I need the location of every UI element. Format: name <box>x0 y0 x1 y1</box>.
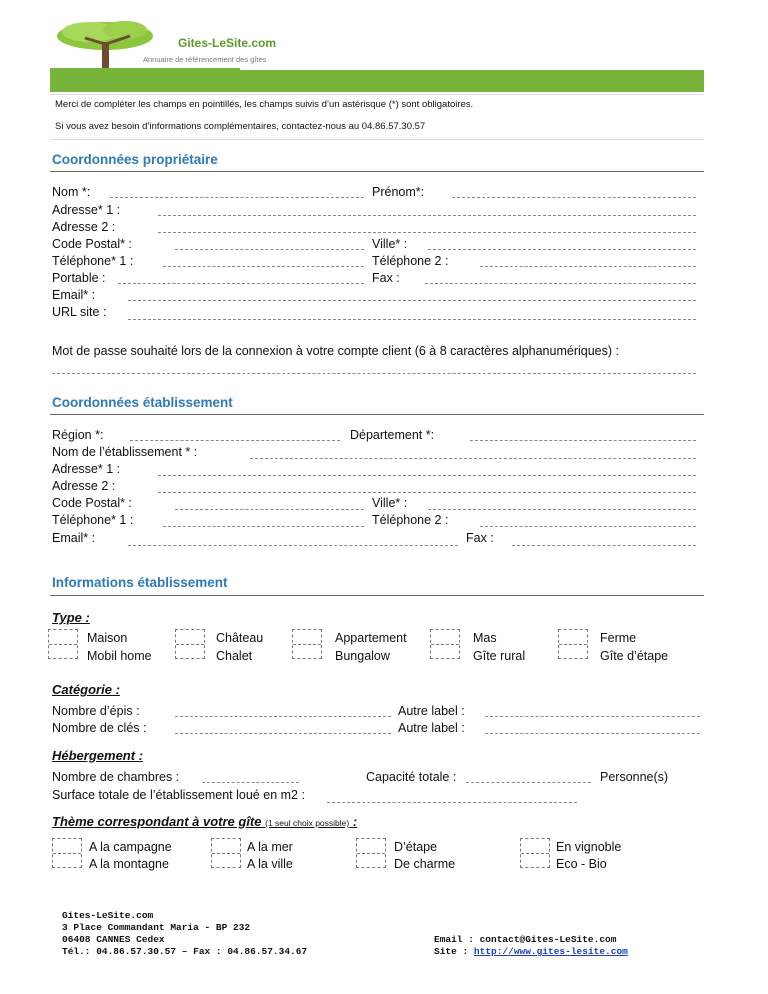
footer-company: Gites-LeSite.com <box>62 910 154 921</box>
owner-nom-label: Nom *: <box>52 185 91 199</box>
autre-label-1: Autre label : <box>398 704 465 718</box>
theme-checkbox[interactable] <box>520 838 550 868</box>
hebergement-title: Hébergement : <box>52 748 144 763</box>
type-option: Château <box>216 631 264 645</box>
type-option: Chalet <box>216 649 253 663</box>
estab-tel1-label: Téléphone* 1 : <box>52 513 134 527</box>
chambres-label: Nombre de chambres : <box>52 770 180 784</box>
divider <box>50 139 704 140</box>
owner-adresse1-field[interactable] <box>158 215 696 216</box>
chambres-field[interactable] <box>202 782 299 783</box>
estab-cp-label: Code Postal* : <box>52 496 132 510</box>
estab-email-label: Email* : <box>52 531 96 545</box>
type-option: Gîte d’étape <box>600 649 669 663</box>
capacite-field[interactable] <box>466 782 591 783</box>
estab-nom-field[interactable] <box>250 458 696 459</box>
owner-prenom-field[interactable] <box>452 197 696 198</box>
theme-title-text: Thème correspondant à votre gîte <box>52 814 262 829</box>
owner-section-title: Coordonnées propriétaire <box>52 152 218 167</box>
estab-adresse2-field[interactable] <box>158 492 696 493</box>
estab-nom-label: Nom de l’établissement * : <box>52 445 198 459</box>
epis-field[interactable] <box>175 716 391 717</box>
epis-label: Nombre d’épis : <box>52 704 140 718</box>
type-option: Maison <box>87 631 128 645</box>
section-rule <box>50 595 704 596</box>
owner-portable-label: Portable : <box>52 271 106 285</box>
owner-tel2-label: Téléphone 2 : <box>372 254 449 268</box>
brand-name: Gites-LeSite.com <box>178 36 277 50</box>
estab-tel2-label: Téléphone 2 : <box>372 513 449 527</box>
estab-ville-label: Ville* : <box>372 496 408 510</box>
footer-site-link[interactable]: http://www.gites-lesite.com <box>473 946 628 957</box>
estab-departement-field[interactable] <box>470 440 696 441</box>
estab-region-label: Région *: <box>52 428 104 442</box>
estab-tel2-field[interactable] <box>480 526 696 527</box>
estab-fax-field[interactable] <box>512 545 696 546</box>
intro-contact: Si vous avez besoin d’informations complémentaires, contactez-nous au 04.86.57.30.57 <box>55 121 426 132</box>
theme-checkbox[interactable] <box>52 838 82 868</box>
footer-email <box>434 934 616 945</box>
type-option: Appartement <box>335 631 407 645</box>
estab-email-field[interactable] <box>128 545 458 546</box>
owner-tel1-label: Téléphone* 1 : <box>52 254 134 268</box>
owner-tel1-field[interactable] <box>163 266 364 267</box>
type-option: Bungalow <box>335 649 390 663</box>
theme-option: A la mer <box>247 840 293 854</box>
cles-field[interactable] <box>175 733 391 734</box>
type-option: Mobil home <box>87 649 152 663</box>
type-option: Ferme <box>600 631 637 645</box>
estab-tel1-field[interactable] <box>163 526 364 527</box>
owner-password-field[interactable] <box>52 373 696 374</box>
divider <box>50 94 704 95</box>
footer-email-label: Email : <box>434 934 480 945</box>
owner-fax-label: Fax : <box>372 271 400 285</box>
capacite-label: Capacité totale : <box>366 770 457 784</box>
owner-email-field[interactable] <box>128 300 696 301</box>
owner-prenom-label: Prénom*: <box>372 185 425 199</box>
estab-cp-field[interactable] <box>175 509 364 510</box>
type-checkbox[interactable] <box>558 629 588 659</box>
footer-email-value[interactable]: contact@Gites-LeSite.com <box>479 934 617 945</box>
section-rule <box>50 171 704 172</box>
type-checkbox[interactable] <box>292 629 322 659</box>
estab-adresse1-field[interactable] <box>158 475 696 476</box>
intro-text: Merci de compléter les champs en pointillés, les champs suivis d’un astérisque (*) sont obligatoires. <box>55 99 474 110</box>
theme-option: En vignoble <box>556 840 622 854</box>
owner-password-label: Mot de passe souhaité lors de la connexion à votre compte client (6 à 8 caractères alphanumériques) : <box>52 344 619 358</box>
footer-site <box>434 946 628 957</box>
estab-region-field[interactable] <box>130 440 340 441</box>
section-rule <box>50 414 704 415</box>
theme-colon: : <box>352 814 358 829</box>
theme-option: D’étape <box>394 840 438 854</box>
owner-adresse2-label: Adresse 2 : <box>52 220 116 234</box>
estab-fax-label: Fax : <box>466 531 494 545</box>
theme-option: De charme <box>394 857 456 871</box>
info-section-title: Informations établissement <box>52 575 228 590</box>
owner-url-label: URL site : <box>52 305 107 319</box>
theme-checkbox[interactable] <box>356 838 386 868</box>
theme-note: (1 seul choix possible) <box>265 818 350 828</box>
owner-adresse2-field[interactable] <box>158 232 696 233</box>
theme-option: A la montagne <box>89 857 169 871</box>
theme-option: Eco - Bio <box>556 857 607 871</box>
type-checkbox[interactable] <box>48 629 78 659</box>
footer-address: 3 Place Commandant Maria - BP 232 <box>62 922 251 933</box>
theme-option: A la ville <box>247 857 293 871</box>
estab-adresse2-label: Adresse 2 : <box>52 479 116 493</box>
type-option: Mas <box>473 631 497 645</box>
type-checkbox[interactable] <box>175 629 205 659</box>
owner-nom-field[interactable] <box>110 197 364 198</box>
estab-departement-label: Département *: <box>350 428 435 442</box>
owner-adresse1-label: Adresse* 1 : <box>52 203 121 217</box>
categorie-title: Catégorie : <box>52 682 120 697</box>
owner-ville-label: Ville* : <box>372 237 408 251</box>
footer-city: 06408 CANNES Cedex <box>62 934 165 945</box>
estab-adresse1-label: Adresse* 1 : <box>52 462 121 476</box>
autre-label-2: Autre label : <box>398 721 465 735</box>
theme-checkbox[interactable] <box>211 838 241 868</box>
type-option: Gîte rural <box>473 649 526 663</box>
autre-label-2-field[interactable] <box>485 733 700 734</box>
owner-cp-label: Code Postal* : <box>52 237 132 251</box>
type-checkbox[interactable] <box>430 629 460 659</box>
surface-label: Surface totale de l’établissement loué en m2 : <box>52 788 305 802</box>
footer-phone: Tél.: 04.86.57.30.57 – Fax : 04.86.57.34.67 <box>62 946 308 957</box>
owner-portable-field[interactable] <box>118 283 364 284</box>
owner-fax-field[interactable] <box>425 283 696 284</box>
cles-label: Nombre de clés : <box>52 721 147 735</box>
header-bar <box>50 70 704 92</box>
brand-tagline: Annuaire de référencement des gîtes <box>143 55 267 64</box>
owner-ville-field[interactable] <box>428 249 696 250</box>
personnes-label: Personne(s) <box>600 770 669 784</box>
owner-url-field[interactable] <box>128 319 696 320</box>
theme-title <box>52 814 357 829</box>
estab-section-title: Coordonnées établissement <box>52 395 233 410</box>
autre-label-1-field[interactable] <box>485 716 700 717</box>
owner-tel2-field[interactable] <box>480 266 696 267</box>
owner-cp-field[interactable] <box>175 249 364 250</box>
type-title: Type : <box>52 610 90 625</box>
surface-field[interactable] <box>327 802 577 803</box>
theme-option: A la campagne <box>89 840 172 854</box>
footer-site-label: Site : <box>434 946 474 957</box>
estab-ville-field[interactable] <box>428 509 696 510</box>
owner-email-label: Email* : <box>52 288 96 302</box>
